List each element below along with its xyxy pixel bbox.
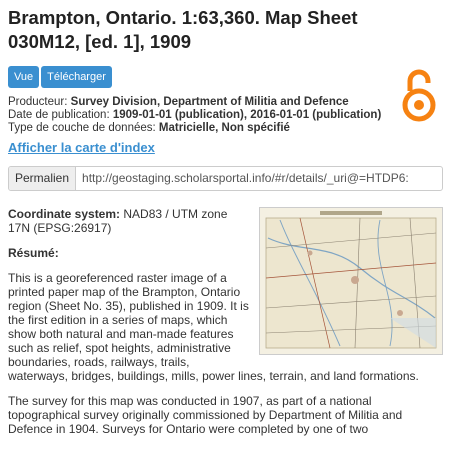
date-row	[8, 109, 443, 122]
type-row	[8, 122, 443, 135]
permalink-group	[8, 166, 443, 191]
coordinate-label: Coordinate system:	[8, 207, 121, 221]
summary-paragraph-1: This is a georeferenced raster image of a printed paper map of the Brampton, Ontario region (Sheet No. 35), published in 1909. It is the first edition in a series of maps, which show both natural and man-made features such as relief, spot heights, administrative boundaries, roads, railways, trails, waterways, bridges, buildings, mills, power lines, terrain, and land formations.	[8, 271, 419, 383]
action-buttons	[8, 66, 443, 88]
map-thumbnail-image	[260, 208, 442, 354]
metadata	[8, 96, 443, 135]
producer-label: Producteur:	[8, 96, 68, 108]
page-title: Brampton, Ontario. 1:63,360. Map Sheet 030M12, [ed. 1], 1909	[8, 7, 358, 52]
view-button[interactable]: Vue	[8, 66, 39, 88]
summary-heading: Résumé:	[8, 246, 59, 260]
description	[8, 207, 443, 436]
type-label: Type de couche de données:	[8, 122, 156, 134]
permalink-input[interactable]: http://geostaging.scholarsportal.info/#r/details/_uri@=HTDP6:	[82, 171, 409, 185]
type-value: Matricielle, Non spécifié	[158, 122, 290, 134]
permalink-label: Permalien	[9, 167, 76, 190]
map-thumbnail[interactable]	[259, 207, 443, 355]
coordinate-value: NAD83 / UTM zone 17N (EPSG:26917)	[8, 207, 228, 235]
date-value: 1909-01-01 (publication), 2016-01-01 (publication)	[112, 109, 382, 121]
summary-paragraph-2: The survey for this map was conducted in 1907, as part of a national topographical survey originally commissioned by Department of Militia and Defence in 1904. Surveys for Ontario were completed by one of two	[8, 394, 403, 436]
download-button[interactable]: Télécharger	[41, 66, 112, 88]
open-access-icon	[401, 67, 437, 123]
date-label: Date de publication:	[8, 109, 110, 121]
producer-value: Survey Division, Department of Militia and Defence	[70, 96, 349, 108]
index-map-link[interactable]: Afficher la carte d'index	[8, 140, 155, 155]
producer-row	[8, 96, 443, 109]
